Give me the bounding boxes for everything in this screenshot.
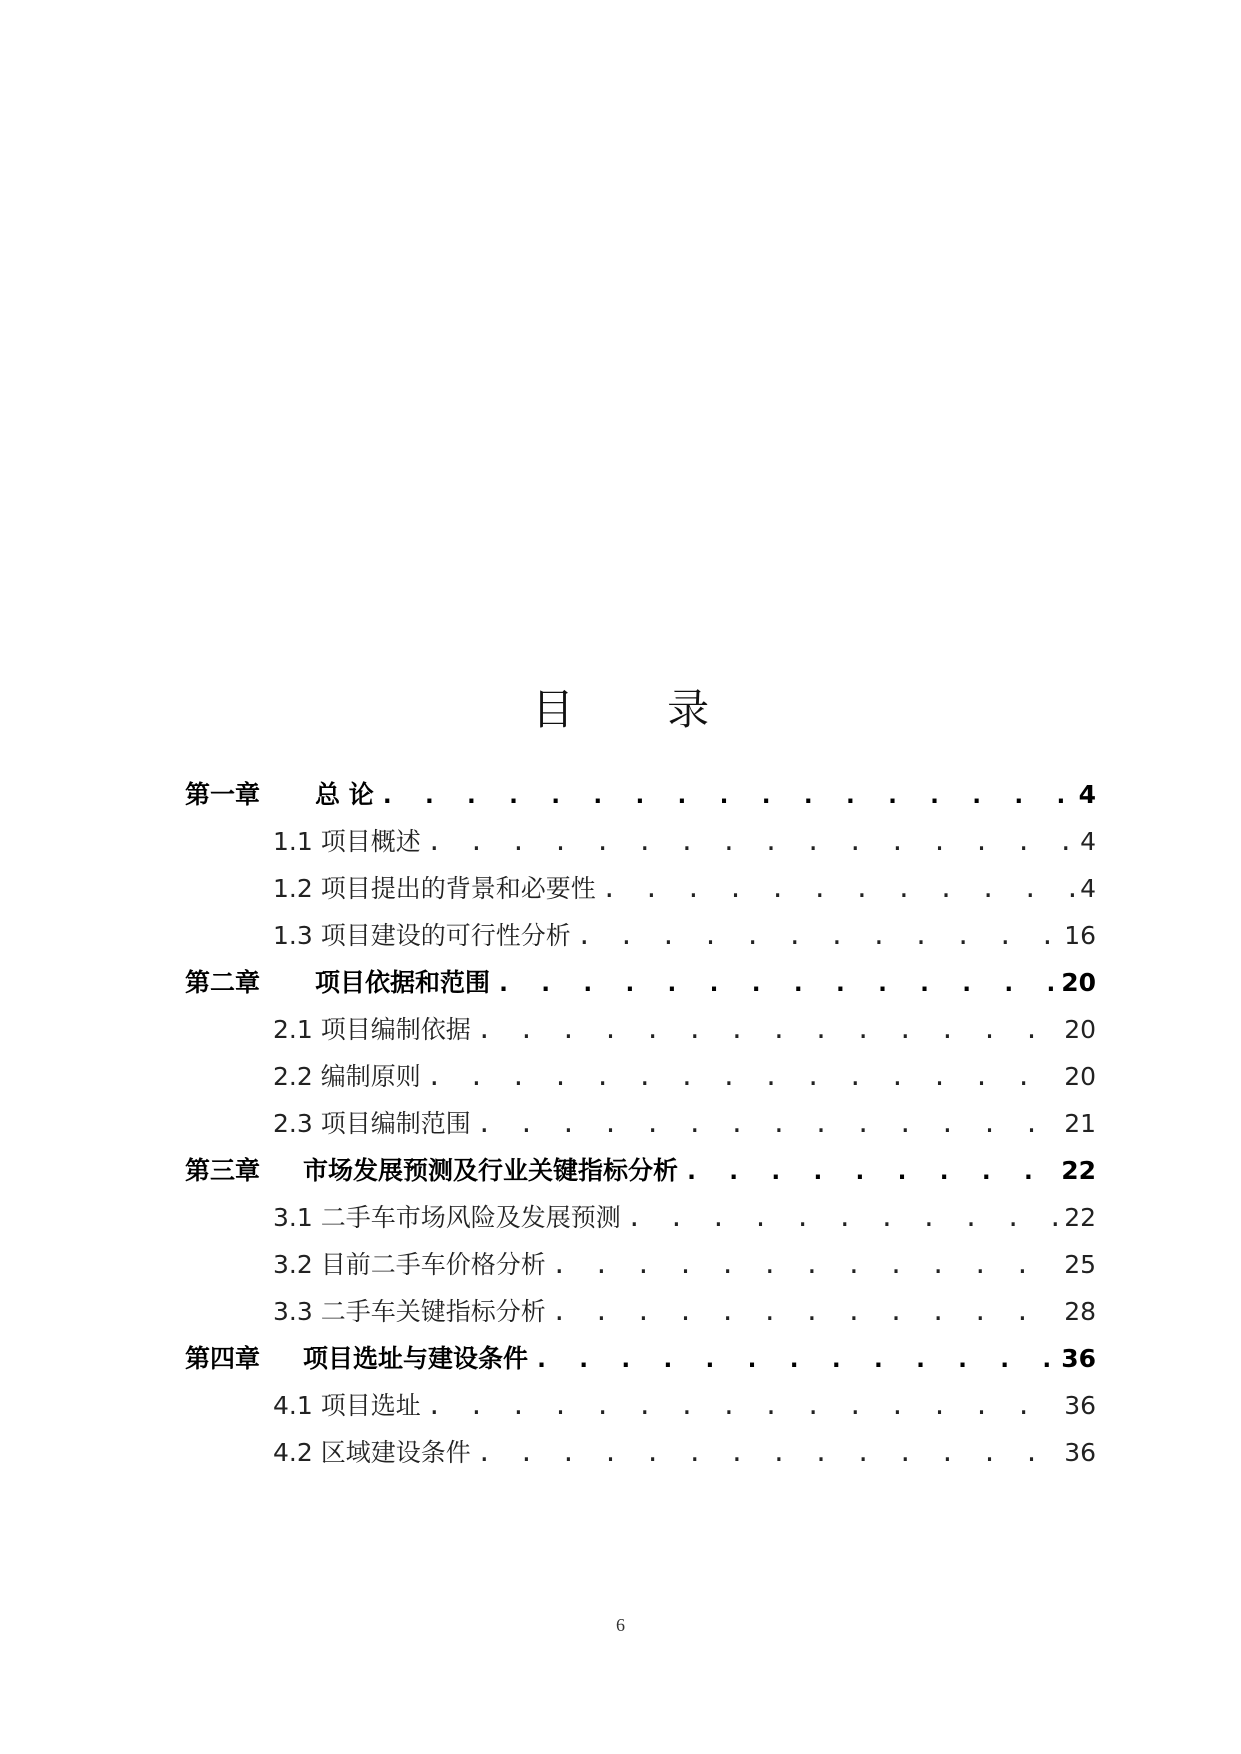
toc-chapter-4[interactable]: [185, 1339, 1096, 1379]
toc-section-3-1[interactable]: [273, 1198, 1096, 1238]
toc-chapter-number: 第二章: [185, 968, 261, 997]
toc-page-number: 28: [1064, 1297, 1096, 1326]
toc-chapter-title: 项目依据和范围: [315, 968, 491, 997]
toc-title: 目 录: [531, 685, 750, 735]
toc-chapter-title: 市场发展预测及行业关键指标分析: [303, 1156, 679, 1185]
toc-dot-leader: [577, 916, 1058, 956]
toc-page-number: 25: [1064, 1250, 1096, 1279]
toc-page-number: 21: [1064, 1109, 1096, 1138]
toc-section-4-2[interactable]: [273, 1433, 1096, 1473]
toc-chapter-label: [185, 775, 374, 815]
toc-dot-leader: [477, 1433, 1058, 1473]
toc-chapter-1[interactable]: [185, 775, 1096, 815]
toc-dot-leader: [552, 1292, 1058, 1332]
toc-section-label: 4.1 项目选址: [273, 1391, 421, 1420]
toc-section-label: 2.2 编制原则: [273, 1062, 421, 1091]
toc-section-1-2[interactable]: [273, 869, 1096, 909]
toc-page-number: 22: [1064, 1203, 1096, 1232]
toc-section-label: 3.1 二手车市场风险及发展预测: [273, 1203, 621, 1232]
toc-page-number: 20: [1064, 1015, 1096, 1044]
toc-dot-leader: [427, 1057, 1058, 1097]
toc-chapter-label: [185, 963, 490, 1003]
toc-chapter-3[interactable]: [185, 1151, 1096, 1191]
toc-page-number: 20: [1064, 1062, 1096, 1091]
toc-page-number: 16: [1064, 921, 1096, 950]
toc-page-number: 36: [1064, 1391, 1096, 1420]
toc-section-label: 2.1 项目编制依据: [273, 1015, 471, 1044]
toc-chapter-2[interactable]: [185, 963, 1096, 1003]
toc-dot-leader: [627, 1198, 1058, 1238]
toc-dot-leader: [552, 1245, 1058, 1285]
toc-chapter-label: [185, 1151, 678, 1191]
toc-chapter-title: 总 论: [315, 780, 374, 809]
toc-section-label: 1.2 项目提出的背景和必要性: [273, 874, 596, 903]
toc-section-label: 1.3 项目建设的可行性分析: [273, 921, 571, 950]
toc-chapter-number: 第一章: [185, 780, 261, 809]
toc-chapter-title: 项目选址与建设条件: [303, 1344, 529, 1373]
toc-page-number: 4: [1080, 874, 1096, 903]
toc-chapter-label: [185, 1339, 528, 1379]
toc-page-number: 4: [1078, 780, 1096, 809]
toc-chapter-number: 第四章: [185, 1344, 261, 1373]
toc-section-1-3[interactable]: [273, 916, 1096, 956]
toc-section-2-3[interactable]: [273, 1104, 1096, 1144]
toc-dot-leader: [534, 1339, 1055, 1379]
toc-dot-leader: [477, 1010, 1058, 1050]
toc-section-4-1[interactable]: [273, 1386, 1096, 1426]
toc-section-label: 1.1 项目概述: [273, 827, 421, 856]
toc-dot-leader: [380, 775, 1073, 815]
toc-chapter-number: 第三章: [185, 1156, 261, 1185]
toc-dot-leader: [477, 1104, 1058, 1144]
toc-section-2-1[interactable]: [273, 1010, 1096, 1050]
toc-section-label: 3.3 二手车关键指标分析: [273, 1297, 546, 1326]
toc-section-label: 3.2 目前二手车价格分析: [273, 1250, 546, 1279]
toc-section-1-1[interactable]: [273, 822, 1096, 862]
toc-page-number: 4: [1080, 827, 1096, 856]
toc-section-label: 2.3 项目编制范围: [273, 1109, 471, 1138]
toc-section-2-2[interactable]: [273, 1057, 1096, 1097]
page-number: 6: [616, 1615, 625, 1635]
toc-section-label: 4.2 区域建设条件: [273, 1438, 471, 1467]
toc-dot-leader: [602, 869, 1074, 909]
toc-section-3-3[interactable]: [273, 1292, 1096, 1332]
toc-dot-leader: [427, 822, 1074, 862]
toc-page-number: 22: [1061, 1156, 1096, 1185]
toc-dot-leader: [427, 1386, 1058, 1426]
toc-page-number: 36: [1061, 1344, 1096, 1373]
toc-dot-leader: [496, 963, 1055, 1003]
toc-page-number: 36: [1064, 1438, 1096, 1467]
toc-section-3-2[interactable]: [273, 1245, 1096, 1285]
toc-dot-leader: [684, 1151, 1055, 1191]
toc-page-number: 20: [1061, 968, 1096, 997]
